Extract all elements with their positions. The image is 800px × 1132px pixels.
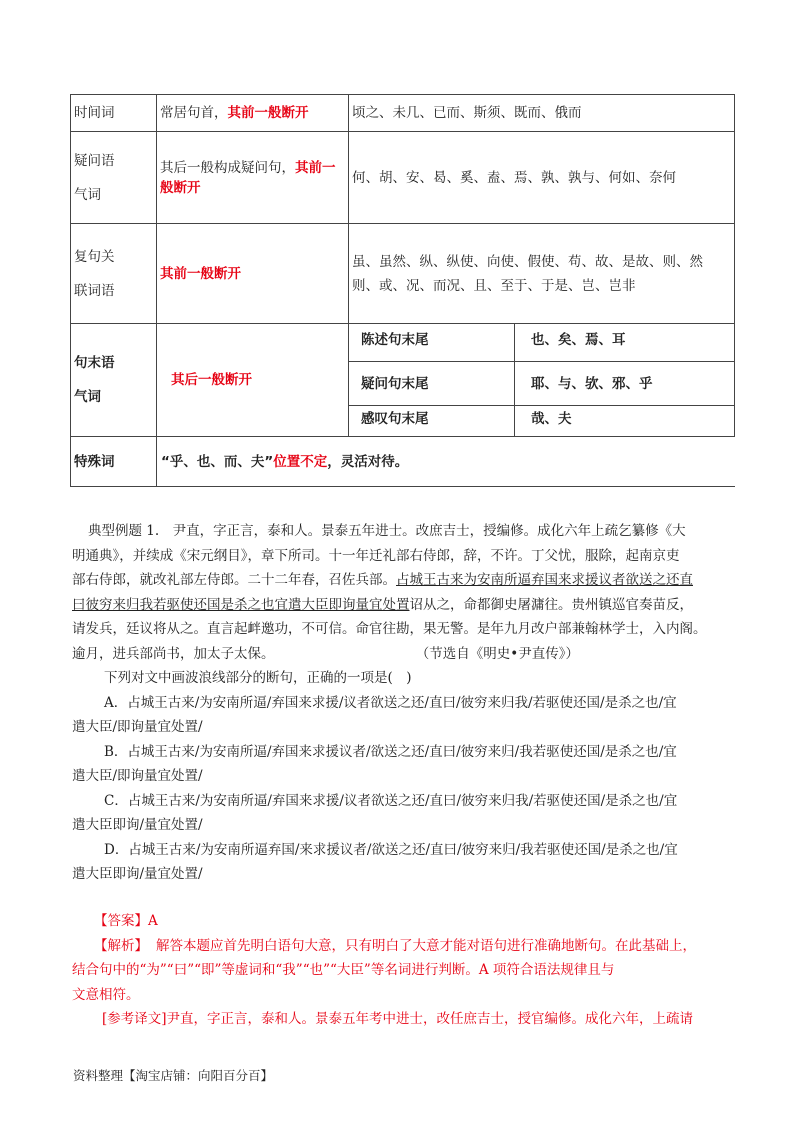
row-words: 何、胡、安、曷、奚、盍、焉、孰、孰与、何如、奈何 [349,132,735,224]
row-label: 句末语 气词 [71,324,157,437]
row-label: 复句关 联词语 [71,224,157,324]
row-desc: 常居句首，其前一般断开 [157,95,349,132]
analysis-line: 结合句中的“为”“曰”“即”等虚词和“我”“也”“大臣”等名词进行判断。A 项符合语法规律且与 [72,962,615,978]
sentence-end-table [70,323,735,487]
option-b: B．占城王古来/为安南所逼/弃国来求援议者/欲送之还/直曰/彼穷来归/我若驱使还国/是杀之也/宜 遣大臣/即询量宜处置/ [72,743,677,784]
underlined-text: 占城王古来为安南所逼弃国来求援议者欲送之还直 [396,572,693,588]
answer-line: 【答案】A [94,913,158,929]
passage-line: 请发兵，廷议将从之。直言起衅邀功，不可信。命官往勘，果无警。是年九月改户部兼翰林学士，入内阁。 [72,621,707,637]
underlined-text: 曰彼穷来归我若驱使还国是杀之也宜遣大臣即询量宜处置 [72,596,410,613]
table-row [71,132,735,224]
analysis-line: 【解析】 解答本题应首先明白语句大意，只有明白了大意才能对语句进行准确地断句。在此基础上， [94,937,696,954]
passage-line: 曰彼穷来归我若驱使还国是杀之也宜遣大臣即询量宜处置诏从之，命都御史屠滽往。贵州镇巡官奏苗反， [72,596,693,613]
translation-line: [参考译文]尹直，字正言，泰和人。景泰五年考中进士，改任庶吉士，授官编修。成化六年，上疏请 [102,1011,694,1027]
analysis-line: 文意相符。 [72,986,140,1003]
row-label: 特殊词 [71,437,157,487]
passage-line: 部右侍郎，就改礼部左侍郎。二十二年春，召佐兵部。占城王古来为安南所逼弃国来求援议者欲送之还直 [72,572,693,588]
row-desc: 其后一般构成疑问句，其前一般断开 [157,132,349,224]
keyword-table [70,94,735,324]
row-words: 虽、虽然、纵、纵使、向使、假使、苟、故、是故、则、然 则、或、况、而况、且、至于、于是、岂、岂非 [349,224,735,324]
row-words: 顷之、未几、已而、斯须、既而、俄而 [349,95,735,132]
table-row [71,224,735,324]
passage-line: 逾月，进兵部尚书，加太子太保。 （节选自《明史•尹直传》） [72,645,579,662]
answer-section [72,909,736,1032]
source-citation: （节选自《明史•尹直传》） [422,645,579,662]
option-a: A．占城王古来/为安南所逼/弃国来求援/议者欲送之还/直曰/彼穷来归我/若驱使还国/是杀之也/宜 遣大臣/即询量宜处置/ [72,694,677,735]
passage-line: 典型例题 1. 尹直，字正言，泰和人。景泰五年进士。改庶吉士，授编修。成化六年上疏乞纂修《大 [88,523,686,539]
sentence-type: 陈述句末尾 [349,324,515,362]
footer-text: 资料整理【淘宝店铺：向阳百分百】 [73,1068,274,1083]
row-desc: 其前一般断开 [157,224,349,324]
sentence-type: 感叹句末尾 [349,406,515,437]
row-label: 疑问语 气词 [71,132,157,224]
row-rule: 其后一般断开 [157,324,349,437]
passage-line: 明通典》，并续成《宋元纲目》，章下所司。十一年迁礼部右侍郎，辞，不许。丁父忧，服除，起南京吏 [72,547,680,564]
table-row [71,437,735,487]
sentence-words: 耶、与、欤、邪、乎 [515,362,735,406]
option-d: D．占城王古来/为安南所逼弃国/来求援议者/欲送之还/直曰/彼穷来归/我若驱使还国/是杀之也/宜 遣大臣即询/量宜处置/ [72,841,678,882]
question-text: 下列对文中画波浪线部分的断句，正确的一项是( ) [104,670,412,686]
option-c: C．占城王古来/为安南所逼/弃国来求援/议者欲送之还/直曰/彼穷来归我/若驱使还国/是杀之也/宜 遣大臣即询/量宜处置/ [72,792,678,833]
sentence-type: 疑问句末尾 [349,362,515,406]
table-row [71,324,735,362]
example-passage [72,519,736,887]
table-row [71,95,735,132]
sentence-words: 哉、夫 [515,406,735,437]
row-label: 时间词 [71,95,157,132]
special-desc: “乎、也、而、夫”位置不定，灵活对待。 [157,437,735,487]
sentence-words: 也、矣、焉、耳 [515,324,735,362]
